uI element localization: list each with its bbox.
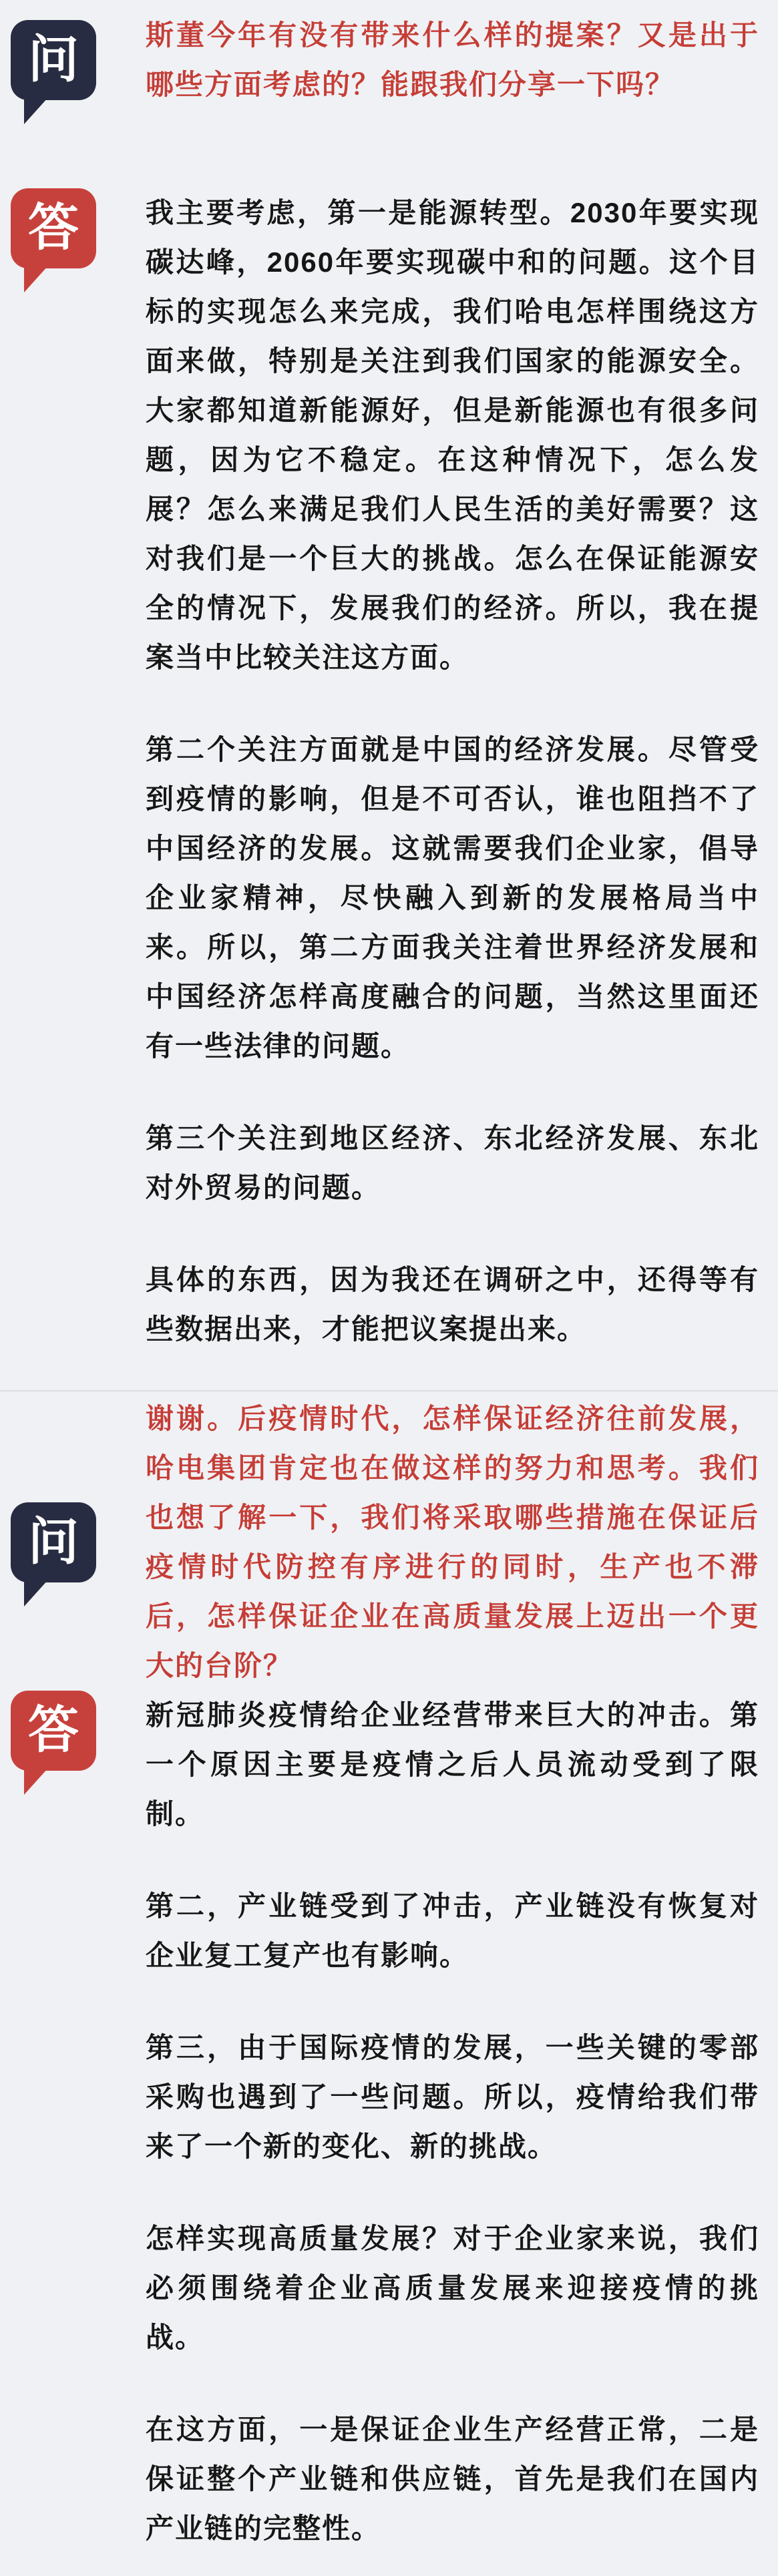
answer-speech-bubble-icon [11,188,96,268]
answer-block-2 [0,1691,778,2576]
answer-1-paragraph-2: 第二个关注方面就是中国的经济发展。尽管受到疫情的影响，但是不可否认，谁也阻挡不了中国经济的发展。这就需要我们企业家，倡导企业家精神，尽快融入到新的发展格局当中来。所以，第二方面我关注着世界经济发展和中国经济怎样高度融合的问题，当然这里面还有一些法律的问题。 [146,734,759,1062]
question-1-text: 斯董今年有没有带来什么样的提案？又是出于哪些方面考虑的？能跟我们分享一下吗？ [146,19,759,100]
question-2-text-column [146,1394,778,1691]
question-2-text: 谢谢。后疫情时代，怎样保证经济往前发展，哈电集团肯定也在做这样的努力和思考。我们也想了解一下，我们将采取哪些措施在保证后疫情时代防控有序进行的同时，生产也不滞后，怎样保证企业在高质量发展上迈出一个更大的台阶？ [146,1403,759,1681]
answer-block-1 [0,188,778,1354]
question-bubble-char: 问 [28,1514,79,1570]
answer-2-paragraph-2: 第二，产业链受到了冲击，产业链没有恢复对企业复工复产也有影响。 [146,1890,759,1971]
answer-speech-bubble-icon [11,1691,96,1771]
question-2-icon-column [0,1502,146,1582]
question-speech-bubble-icon [11,1502,96,1582]
question-1-text-column [146,11,778,110]
answer-2-text-column [146,1691,778,2553]
answer-2-paragraph-5: 在这方面，一是保证企业生产经营正常，二是保证整个产业链和供应链，首先是我们在国内产业链的完整性。 [146,2414,759,2544]
answer-1-paragraph-3: 第三个关注到地区经济、东北经济发展、东北对外贸易的问题。 [146,1122,759,1203]
question-block-1 [0,0,778,110]
answer-1-paragraph-1: 我主要考虑，第一是能源转型。2030年要实现碳达峰，2060年要实现碳中和的问题。这个目标的实现怎么来完成，我们哈电怎样围绕这方面来做，特别是关注到我们国家的能源安全。大家都知道新能源好，但是新能源也有很多问题，因为它不稳定。在这种情况下，怎么发展？怎么来满足我们人民生活的美好需要？这对我们是一个巨大的挑战。怎么在保证能源安全的情况下，发展我们的经济。所以，我在提案当中比较关注这方面。 [146,197,759,673]
answer-2-icon-column [0,1691,146,1771]
answer-2-paragraph-3: 第三，由于国际疫情的发展，一些关键的零部采购也遇到了一些问题。所以，疫情给我们带来了一个新的变化、新的挑战。 [146,2032,759,2162]
answer-bubble-char: 答 [28,200,79,256]
answer-1-icon-column [0,188,146,268]
answer-2-paragraph-1: 新冠肺炎疫情给企业经营带来巨大的冲击。第一个原因主要是疫情之后人员流动受到了限制。 [146,1699,759,1830]
answer-bubble-char: 答 [28,1703,79,1759]
question-1-icon-column [0,20,146,100]
question-block-2 [0,1391,778,1691]
answer-1-paragraph-4: 具体的东西，因为我还在调研之中，还得等有些数据出来，才能把议案提出来。 [146,1264,759,1345]
question-speech-bubble-icon [11,20,96,100]
answer-2-paragraph-4: 怎样实现高质量发展？对于企业家来说，我们必须围绕着企业高质量发展来迎接疫情的挑战。 [146,2223,759,2353]
answer-1-text-column [146,188,778,1354]
question-bubble-char: 问 [28,32,79,88]
